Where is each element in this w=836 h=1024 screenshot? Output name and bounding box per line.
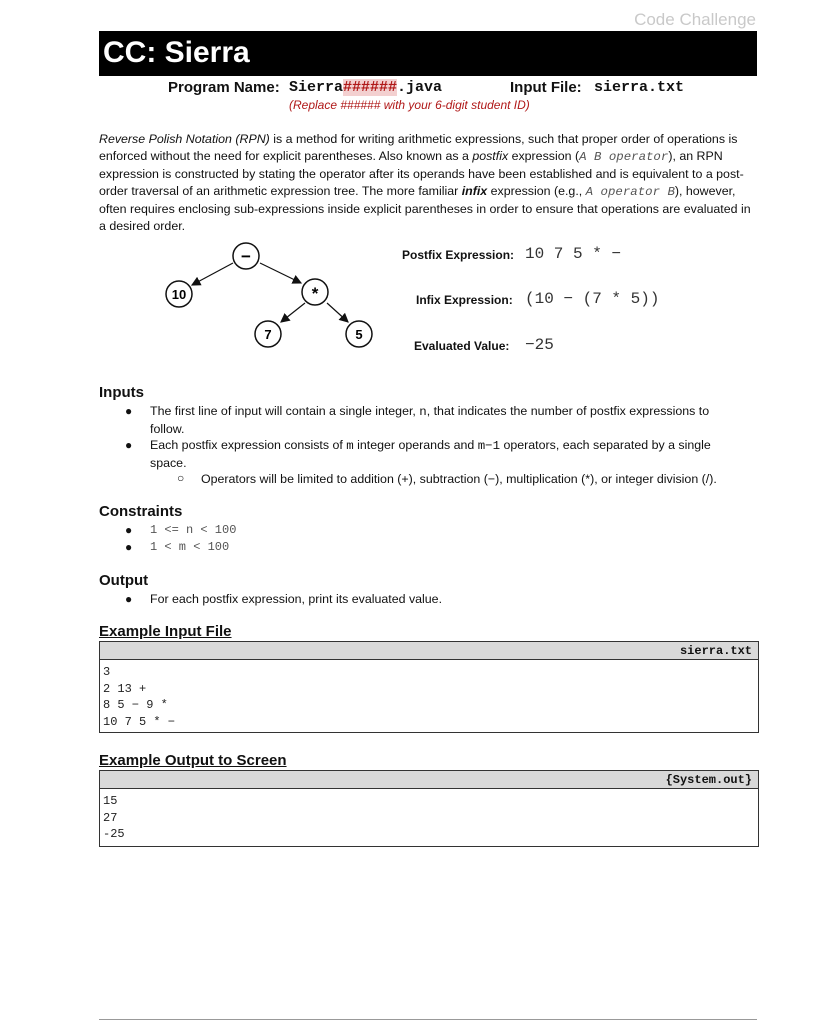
output-bullet: For each postfix expression, print its evaluated value. (150, 592, 443, 606)
constraint-n: 1 <= n < 100 (150, 523, 237, 537)
output-line: 15 (103, 794, 118, 808)
input-line: 10 7 5 * − (103, 714, 176, 729)
bullet-text: The first line of input will contain a single integer, (150, 404, 420, 418)
inputs-heading: Inputs (99, 384, 144, 401)
example-input-box (99, 641, 759, 733)
postfix-label: Postfix Expression: (402, 248, 515, 262)
postfix-term: postfix (472, 149, 509, 163)
student-id-placeholder: ###### (343, 79, 398, 96)
tree-node-right-left (255, 321, 281, 347)
tree-node-label: * (311, 284, 319, 303)
tree-node-right-right (346, 321, 372, 347)
bullet-text: Each postfix expression consists of (150, 438, 347, 452)
example-input-heading: Example Input File (99, 623, 232, 640)
bullet-text: operators, each separated by a single (500, 438, 711, 452)
tree-edge (192, 263, 233, 285)
code-m: m (346, 439, 354, 453)
intro-text: expression ( (508, 149, 580, 163)
infix-term: infix (461, 184, 488, 198)
example-input-filename: sierra.txt (100, 642, 758, 660)
rpn-term: Reverse Polish Notation (RPN) (99, 132, 270, 146)
infix-label: Infix Expression: (416, 293, 513, 307)
tree-edge (260, 263, 301, 283)
constraint-m: 1 < m < 100 (150, 540, 230, 554)
tree-node-left (166, 281, 192, 307)
code-m-minus-1: m−1 (477, 439, 501, 453)
tree-edge (327, 303, 348, 322)
input-file-label: Input File: (510, 79, 582, 96)
page-title: CC: Sierra (103, 36, 250, 69)
example-output-heading: Example Output to Screen (99, 752, 287, 769)
inputs-sub-bullet: Operators will be limited to addition (+), subtraction (−), multiplication (*), or integer division (/). (201, 472, 717, 486)
output-line: -25 (103, 827, 125, 841)
title-bar (99, 31, 757, 76)
example-output-filename: {System.out} (100, 771, 758, 789)
evaluated-label: Evaluated Value: (414, 339, 510, 353)
bullet-dot: ● (125, 404, 133, 418)
program-name-label: Program Name: (168, 79, 280, 96)
infix-form-code: A operator B (585, 185, 675, 199)
evaluated-value: −25 (525, 336, 554, 354)
intro-paragraph (99, 131, 759, 235)
intro-text: expression (e.g., (487, 184, 586, 198)
code-n: n (419, 405, 427, 419)
bullet-text: follow. (150, 422, 185, 436)
student-id-note: (Replace ###### with your 6-digit student ID) (289, 98, 530, 112)
intro-text: is a method for writing arithmetic expressions, such that proper order of operations is enforced without the need for explicit parentheses. Also known as a (99, 132, 738, 163)
program-name-value (289, 79, 442, 96)
inputs-bullet-1 (150, 403, 709, 438)
tree-edge (281, 303, 305, 322)
bullet-dot: ● (125, 540, 133, 554)
intro-text: ), however, often requires enclosing sub-expressions inside explicit parentheses in order to ensure that operations are evaluated in a desired order. (99, 184, 751, 233)
example-output-box (99, 770, 759, 847)
inputs-bullet-2 (150, 437, 711, 472)
bullet-text: space. (150, 456, 187, 470)
input-line: 2 13 + (103, 681, 147, 696)
program-name-prefix: Sierra (289, 79, 344, 96)
bullet-circle: ○ (177, 471, 185, 485)
input-line: 3 (103, 665, 111, 679)
input-line: 8 5 − 9 * (103, 698, 168, 712)
tree-node-right (302, 279, 328, 305)
bullet-text: integer operands and (353, 438, 478, 452)
postfix-form-code: A B operator (579, 150, 669, 164)
bullet-dot: ● (125, 592, 133, 606)
tree-node-root (233, 243, 259, 269)
tree-node-label: − (241, 247, 251, 266)
output-line: 27 (103, 810, 118, 825)
output-heading: Output (99, 572, 149, 589)
bullet-dot: ● (125, 438, 133, 452)
program-name-suffix: .java (397, 79, 443, 96)
input-file-value: sierra.txt (594, 79, 685, 96)
tree-node-label: 5 (355, 327, 363, 342)
tree-node-label: 10 (171, 287, 187, 302)
header-tag: Code Challenge (634, 10, 756, 29)
bullet-dot: ● (125, 523, 133, 537)
intro-text: ), an RPN expression is constructed by stating the operator after its operands have been established and is equivalent to a post-order traversal of an arithmetic expression tree. The more familiar (99, 149, 744, 198)
postfix-value: 10 7 5 * − (525, 245, 622, 263)
expression-tree (150, 238, 390, 358)
tree-node-label: 7 (264, 327, 272, 342)
constraints-heading: Constraints (99, 503, 183, 520)
infix-value: (10 − (7 * 5)) (525, 290, 660, 308)
bullet-text: , that indicates the number of postfix expressions to (426, 404, 710, 418)
footer-rule (99, 1019, 757, 1020)
